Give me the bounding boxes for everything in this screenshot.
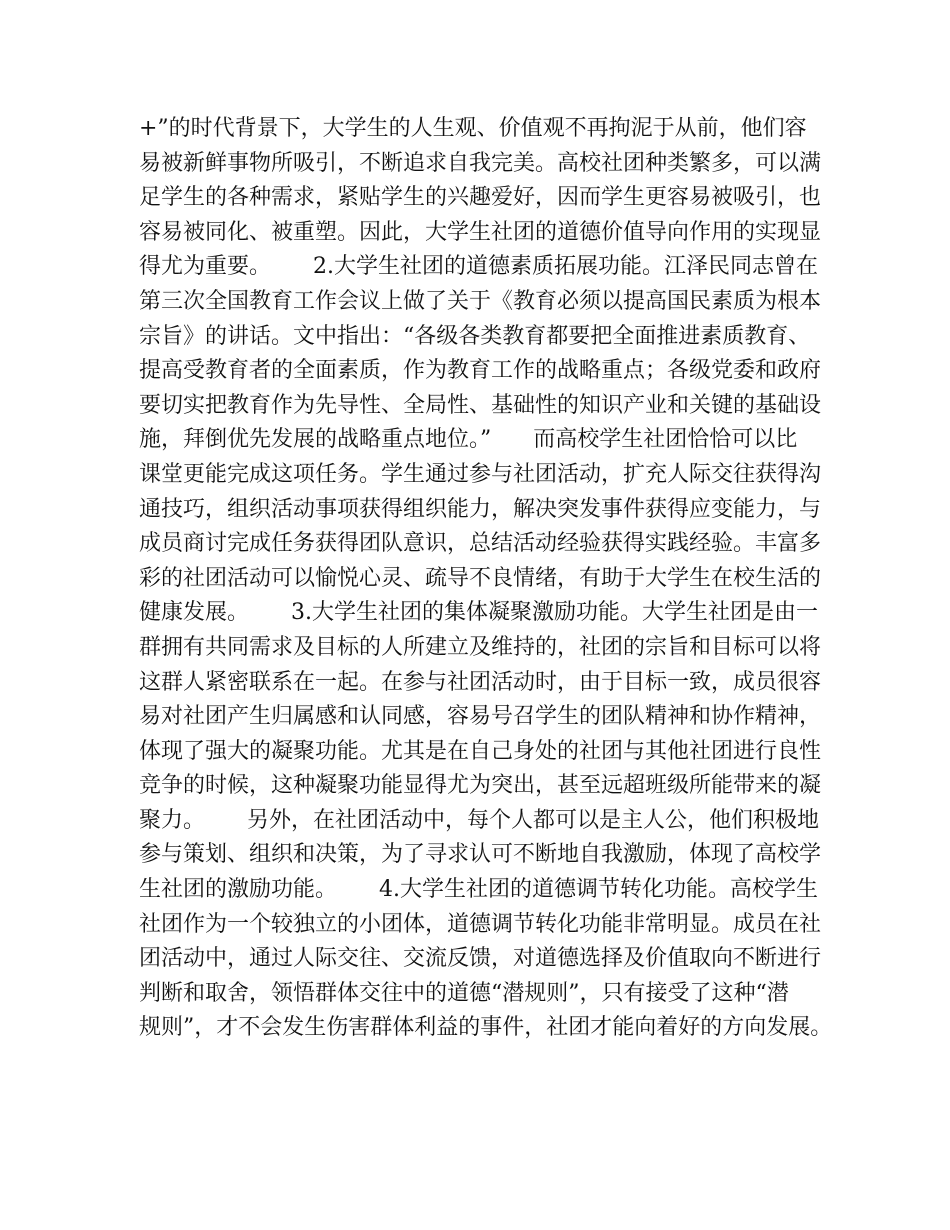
text-line: +”的时代背景下，大学生的人生观、价值观不再拘泥于从前，他们容 bbox=[139, 116, 807, 141]
text-line: 体现了强大的凝聚功能。尤其是在自己身处的社团与其他社团进行良性 bbox=[139, 738, 822, 764]
text-line: 团活动中，通过人际交往、交流反馈，对道德选择及价值取向不断进行 bbox=[139, 946, 822, 972]
text-line: 得尤为重要。 2.大学生社团的道德素质拓展功能。江泽民同志曾在 bbox=[139, 254, 818, 280]
text-line: 竞争的时候，这种凝聚功能显得尤为突出，甚至远超班级所能带来的凝 bbox=[139, 773, 822, 799]
text-line: 易被新鲜事物所吸引，不断追求自我完美。高校社团种类繁多，可以满 bbox=[139, 150, 822, 176]
text-line: 规则”，才不会发生伤害群体利益的事件，社团才能向着好的方向发展。 bbox=[139, 1015, 833, 1041]
text-line: 这群人紧密联系在一起。在参与社团活动时，由于目标一致，成员很容 bbox=[139, 669, 822, 695]
text-line: 群拥有共同需求及目标的人所建立及维持的，社团的宗旨和目标可以将 bbox=[139, 634, 822, 660]
text-line: 易对社团产生归属感和认同感，容易号召学生的团队精神和协作精神， bbox=[139, 704, 822, 730]
text-line: 成员商讨完成任务获得团队意识，总结活动经验获得实践经验。丰富多 bbox=[139, 531, 822, 557]
text-line: 判断和取舍，领悟群体交往中的道德“潜规则”，只有接受了这种“潜 bbox=[139, 980, 789, 1006]
text-line: 容易被同化、被重塑。因此，大学生社团的道德价值导向作用的实现显 bbox=[139, 219, 822, 245]
text-line: 彩的社团活动可以愉悦心灵、疏导不良情绪，有助于大学生在校生活的 bbox=[139, 565, 822, 591]
text-line: 施，拜倒优先发展的战略重点地位。” 而高校学生社团恰恰可以比 bbox=[139, 427, 798, 453]
text-line: 足学生的各种需求，紧贴学生的兴趣爱好，因而学生更容易被吸引，也 bbox=[139, 185, 822, 211]
text-line: 要切实把教育作为先导性、全局性、基础性的知识产业和关键的基础设 bbox=[139, 392, 822, 418]
text-line: 聚力。 另外，在社团活动中，每个人都可以是主人公，他们积极地 bbox=[139, 807, 819, 833]
text-line: 生社团的激励功能。 4.大学生社团的道德调节转化功能。高校学生 bbox=[139, 877, 818, 903]
text-line: 社团作为一个较独立的小团体，道德调节转化功能非常明显。成员在社 bbox=[139, 911, 822, 937]
text-line: 通技巧，组织活动事项获得组织能力，解决突发事件获得应变能力，与 bbox=[139, 496, 822, 522]
text-line: 提高受教育者的全面素质，作为教育工作的战略重点；各级党委和政府 bbox=[139, 358, 822, 384]
text-line: 第三次全国教育工作会议上做了关于《教育必须以提高国民素质为根本 bbox=[139, 288, 822, 314]
text-line: 健康发展。 3.大学生社团的集体凝聚激励功能。大学生社团是由一 bbox=[139, 600, 818, 626]
text-line: 宗旨》的讲话。文中指出：“各级各类教育都要把全面推进素质教育、 bbox=[139, 323, 811, 349]
text-line: 课堂更能完成这项任务。学生通过参与社团活动，扩充人际交往获得沟 bbox=[139, 461, 822, 487]
body-text bbox=[139, 112, 839, 1046]
text-line: 参与策划、组织和决策，为了寻求认可不断地自我激励，体现了高校学 bbox=[139, 842, 822, 868]
